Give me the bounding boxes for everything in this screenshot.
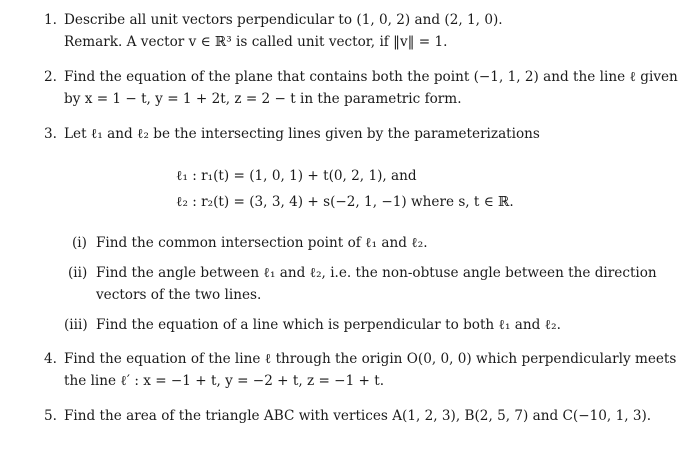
problem-5-text: Find the area of the triangle ABC with vertices A(1, 2, 3), B(2, 5, 7) and C(−10, 1, 3). xyxy=(64,408,652,424)
subpart-iii-text: Find the equation of a line which is perpendicular to both ℓ₁ and ℓ₂. xyxy=(96,317,561,333)
problem-2-text-line-2: by x = 1 − t, y = 1 + 2t, z = 2 − t in the parametric form. xyxy=(64,91,462,107)
subpart-ii-text-line-1: Find the angle between ℓ₁ and ℓ₂, i.e. the non-obtuse angle between the direction xyxy=(96,265,657,281)
problem-4-text-line-2: the line ℓ′ : x = −1 + t, y = −2 + t, z = −1 + t. xyxy=(64,373,385,389)
problem-1-text: Describe all unit vectors perpendicular to (1, 0, 2) and (2, 1, 0). xyxy=(64,12,503,28)
problem-1-number: 1. xyxy=(44,12,57,28)
problem-4-text-line-1: Find the equation of the line ℓ through the origin O(0, 0, 0) which perpendicularly meets xyxy=(64,351,677,367)
problem-5-number: 5. xyxy=(44,408,57,424)
subpart-ii-label: (ii) xyxy=(68,265,88,281)
equation-line-1: ℓ₁ : r₁(t) = (1, 0, 1) + t(0, 2, 1), and xyxy=(176,168,417,184)
subpart-i-label: (i) xyxy=(72,235,87,251)
subpart-ii-text-line-2: vectors of the two lines. xyxy=(96,287,262,303)
problem-3-number: 3. xyxy=(44,126,57,142)
equation-line-2: ℓ₂ : r₂(t) = (3, 3, 4) + s(−2, 1, −1) where s, t ∈ ℝ. xyxy=(176,194,514,210)
problem-1-remark: Remark. A vector v ∈ ℝ³ is called unit vector, if ‖v‖ = 1. xyxy=(64,34,448,50)
subpart-iii-label: (iii) xyxy=(64,317,88,333)
problem-3-text: Let ℓ₁ and ℓ₂ be the intersecting lines given by the parameterizations xyxy=(64,126,540,142)
problem-2-number: 2. xyxy=(44,69,57,85)
problem-2-text-line-1: Find the equation of the plane that contains both the point (−1, 1, 2) and the line ℓ given xyxy=(64,69,678,85)
subpart-i-text: Find the common intersection point of ℓ₁ and ℓ₂. xyxy=(96,235,428,251)
problem-4-number: 4. xyxy=(44,351,57,367)
